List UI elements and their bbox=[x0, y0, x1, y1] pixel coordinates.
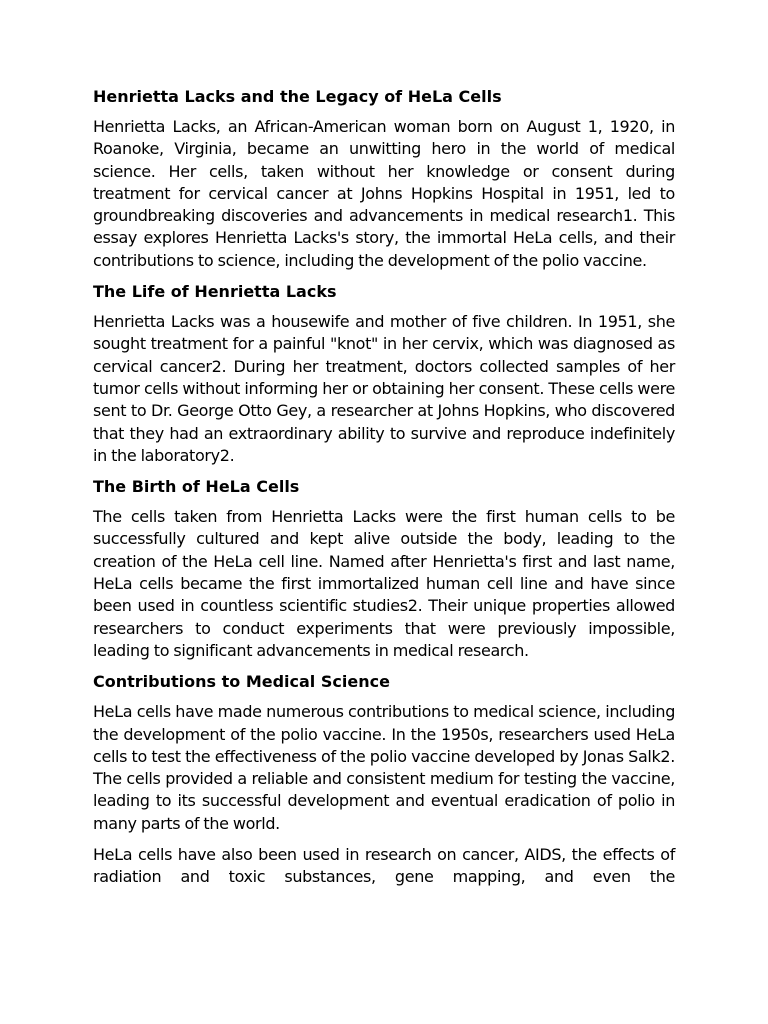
section-heading: Contributions to Medical Science bbox=[93, 672, 390, 692]
paragraph: HeLa cells have also been used in research on cancer, AIDS, the effects of radiation and toxic substances, gene mapping, and even the bbox=[93, 845, 675, 887]
paragraph: The cells taken from Henrietta Lacks were the first human cells to be successfully cultured and kept alive outside the body, leading to the creation of the HeLa cell line. Named after Henrietta's first and last name, HeLa cells became the first immortalized human cell line and have since been used in countless scientific studies2. Their unique properties allowed researchers to conduct experiments that were previously impossible, leading to significant advancements in medical research. bbox=[93, 507, 675, 660]
paragraph: Henrietta Lacks, an African-American woman born on August 1, 1920, in Roanoke, Virginia, became an unwitting hero in the world of medical science. Her cells, taken without her knowledge or consent during treatment for cervical cancer at Johns Hopkins Hospital in 1951, led to groundbreaking discoveries and advancements in medical research1. This essay explores Henrietta Lacks's story, the immortal HeLa cells, and their contributions to science, including the development of the polio vaccine. bbox=[93, 117, 675, 270]
section-birth bbox=[93, 476, 675, 662]
section-heading: The Birth of HeLa Cells bbox=[93, 477, 300, 497]
section-heading: The Life of Henrietta Lacks bbox=[93, 282, 337, 302]
section-contributions bbox=[93, 671, 675, 888]
paragraph: Henrietta Lacks was a housewife and mother of five children. In 1951, she sought treatment for a painful "knot" in her cervix, which was diagnosed as cervical cancer2. During her treatment, doctors collected samples of her tumor cells without informing her or obtaining her consent. These cells were sent to Dr. George Otto Gey, a researcher at Johns Hopkins, who discovered that they had an extraordinary ability to survive and reproduce indefinitely in the laboratory2. bbox=[93, 312, 675, 465]
section-life bbox=[93, 281, 675, 467]
section-legacy bbox=[93, 86, 675, 272]
section-heading: Henrietta Lacks and the Legacy of HeLa Cells bbox=[93, 87, 502, 106]
document-page bbox=[93, 86, 675, 898]
paragraph: HeLa cells have made numerous contributions to medical science, including the development of the polio vaccine. In the 1950s, researchers used HeLa cells to test the effectiveness of the polio vaccine developed by Jonas Salk2. The cells provided a reliable and consistent medium for testing the vaccine, leading to its successful development and eventual eradication of polio in many parts of the world. bbox=[93, 702, 675, 833]
